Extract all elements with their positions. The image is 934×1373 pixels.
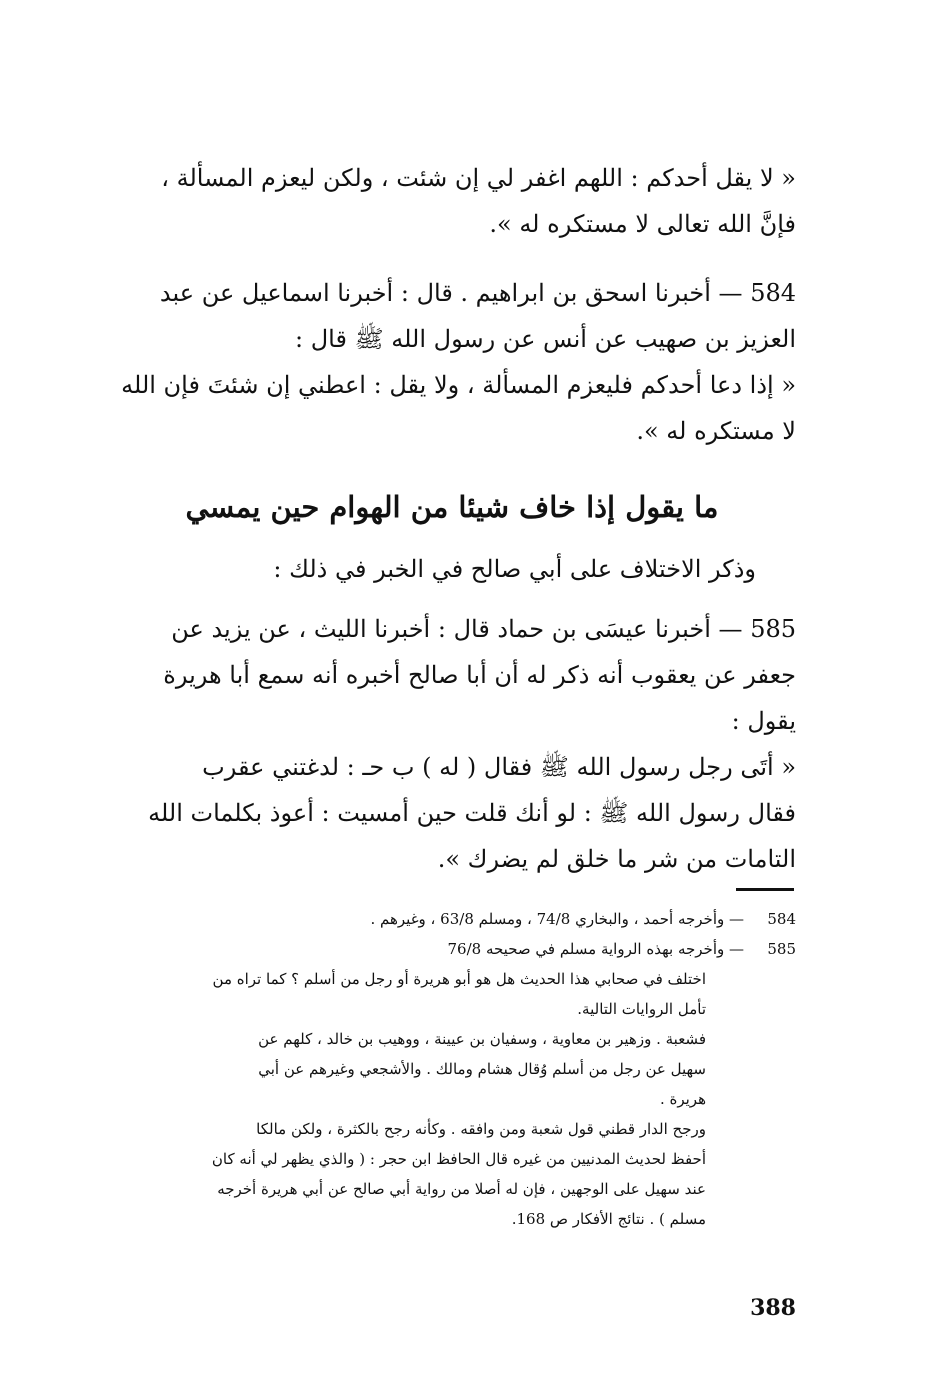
text-line: التامات من شر ما خلق لم يضرك ». (437, 845, 796, 873)
footnotes (108, 904, 796, 1234)
footnote-line: أحفظ لحديث المدنيين من غيره قال الحافظ ابن حجر : ( والذي يظهر لي أنه كان (211, 1150, 706, 1168)
text-line: وذكر الاختلاف على أبي صالح في الخبر في ذلك : (273, 555, 756, 583)
text-line: يقول : (731, 707, 796, 735)
footnote-585 (108, 934, 796, 964)
footnote-line: عند سهيل على الوجهين ، فإن له أصلا من رواية أبي صالح عن أبي هريرة أخرجه (217, 1180, 706, 1198)
hadith-584 (108, 270, 796, 454)
text-line: فقال رسول الله ﷺ : لو أنك قلت حين أمسيت : أعوذ بكلمات الله (148, 799, 796, 827)
footnote-text: — وأخرجه أحمد ، والبخاري 74/8 ، ومسلم 63/8 ، وغيرهم . (370, 910, 744, 928)
text-line: جعفر عن يعقوب أنه ذكر له أن أبا صالح أخبره أنه سمع أبا هريرة (163, 661, 796, 689)
footnote-line: ورجح الدار قطني قول شعبة ومن وافقه . وكأنه رجح بالكثرة ، ولكن مالكا (256, 1120, 706, 1138)
text-line: 585 — أخبرنا عيسَى بن حماد قال : أخبرنا الليث ، عن يزيد عن (171, 615, 796, 643)
footnote-number: 585 (767, 940, 796, 958)
hadith-number: 585 (750, 615, 796, 643)
footnote-line: فشعبة . وزهير بن معاوية ، وسفيان بن عيينة ، ووهيب بن خالد ، كلهم عن (258, 1030, 706, 1048)
footnote-line: هريرة . (659, 1090, 706, 1108)
footnote-number: 584 (767, 910, 796, 928)
footnote-divider (736, 888, 794, 891)
footnote-text: — وأخرجه بهذه الرواية مسلم في صحيحه 76/8 (447, 940, 744, 958)
hadith-number: 584 (750, 279, 796, 307)
footnote-line: تأمل الروايات التالية. (577, 1000, 706, 1018)
hadith-585 (108, 606, 796, 882)
footnote-584 (108, 904, 796, 934)
text-line: فإنَّ الله تعالى لا مستكره له ». (489, 210, 796, 238)
text-line: لا مستكره له ». (636, 417, 796, 445)
footnote-line: اختلف في صحابي هذا الحديث هل هو أبو هريرة أو رجل من أسلم ؟ كما تراه من (212, 970, 706, 988)
chapter-heading: ما يقول إذا خاف شيئا من الهوام حين يمسي (185, 490, 719, 524)
page-number: 388 (750, 1295, 796, 1321)
footnote-line: سهيل عن رجل من أسلم وُقال هشام ومالك . والأشجعي وغيرهم عن أبي (258, 1060, 706, 1078)
footnote-585-body (108, 964, 796, 1234)
chapter-intro (108, 546, 796, 592)
passage-583-ending (108, 155, 796, 247)
text-line: العزيز بن صهيب عن أنس عن رسول الله ﷺ قال : (295, 325, 796, 353)
text-line: 584 — أخبرنا اسحق بن ابراهيم . قال : أخبرنا اسماعيل عن عبد (159, 279, 796, 307)
text-line: « إذا دعا أحدكم فليعزم المسألة ، ولا يقل : اعطني إن شئتَ فإن الله (121, 371, 796, 399)
text-line: « لا يقل أحدكم : اللهم اغفر لي إن شئت ، ولكن ليعزم المسألة ، (161, 164, 796, 192)
text-line: « أتَى رجل رسول الله ﷺ فقال ( له ) ب حـ : لدغتني عقرب (202, 753, 796, 781)
footnote-line: مسلم ) . نتائج الأفكار ص 168. (511, 1210, 706, 1228)
